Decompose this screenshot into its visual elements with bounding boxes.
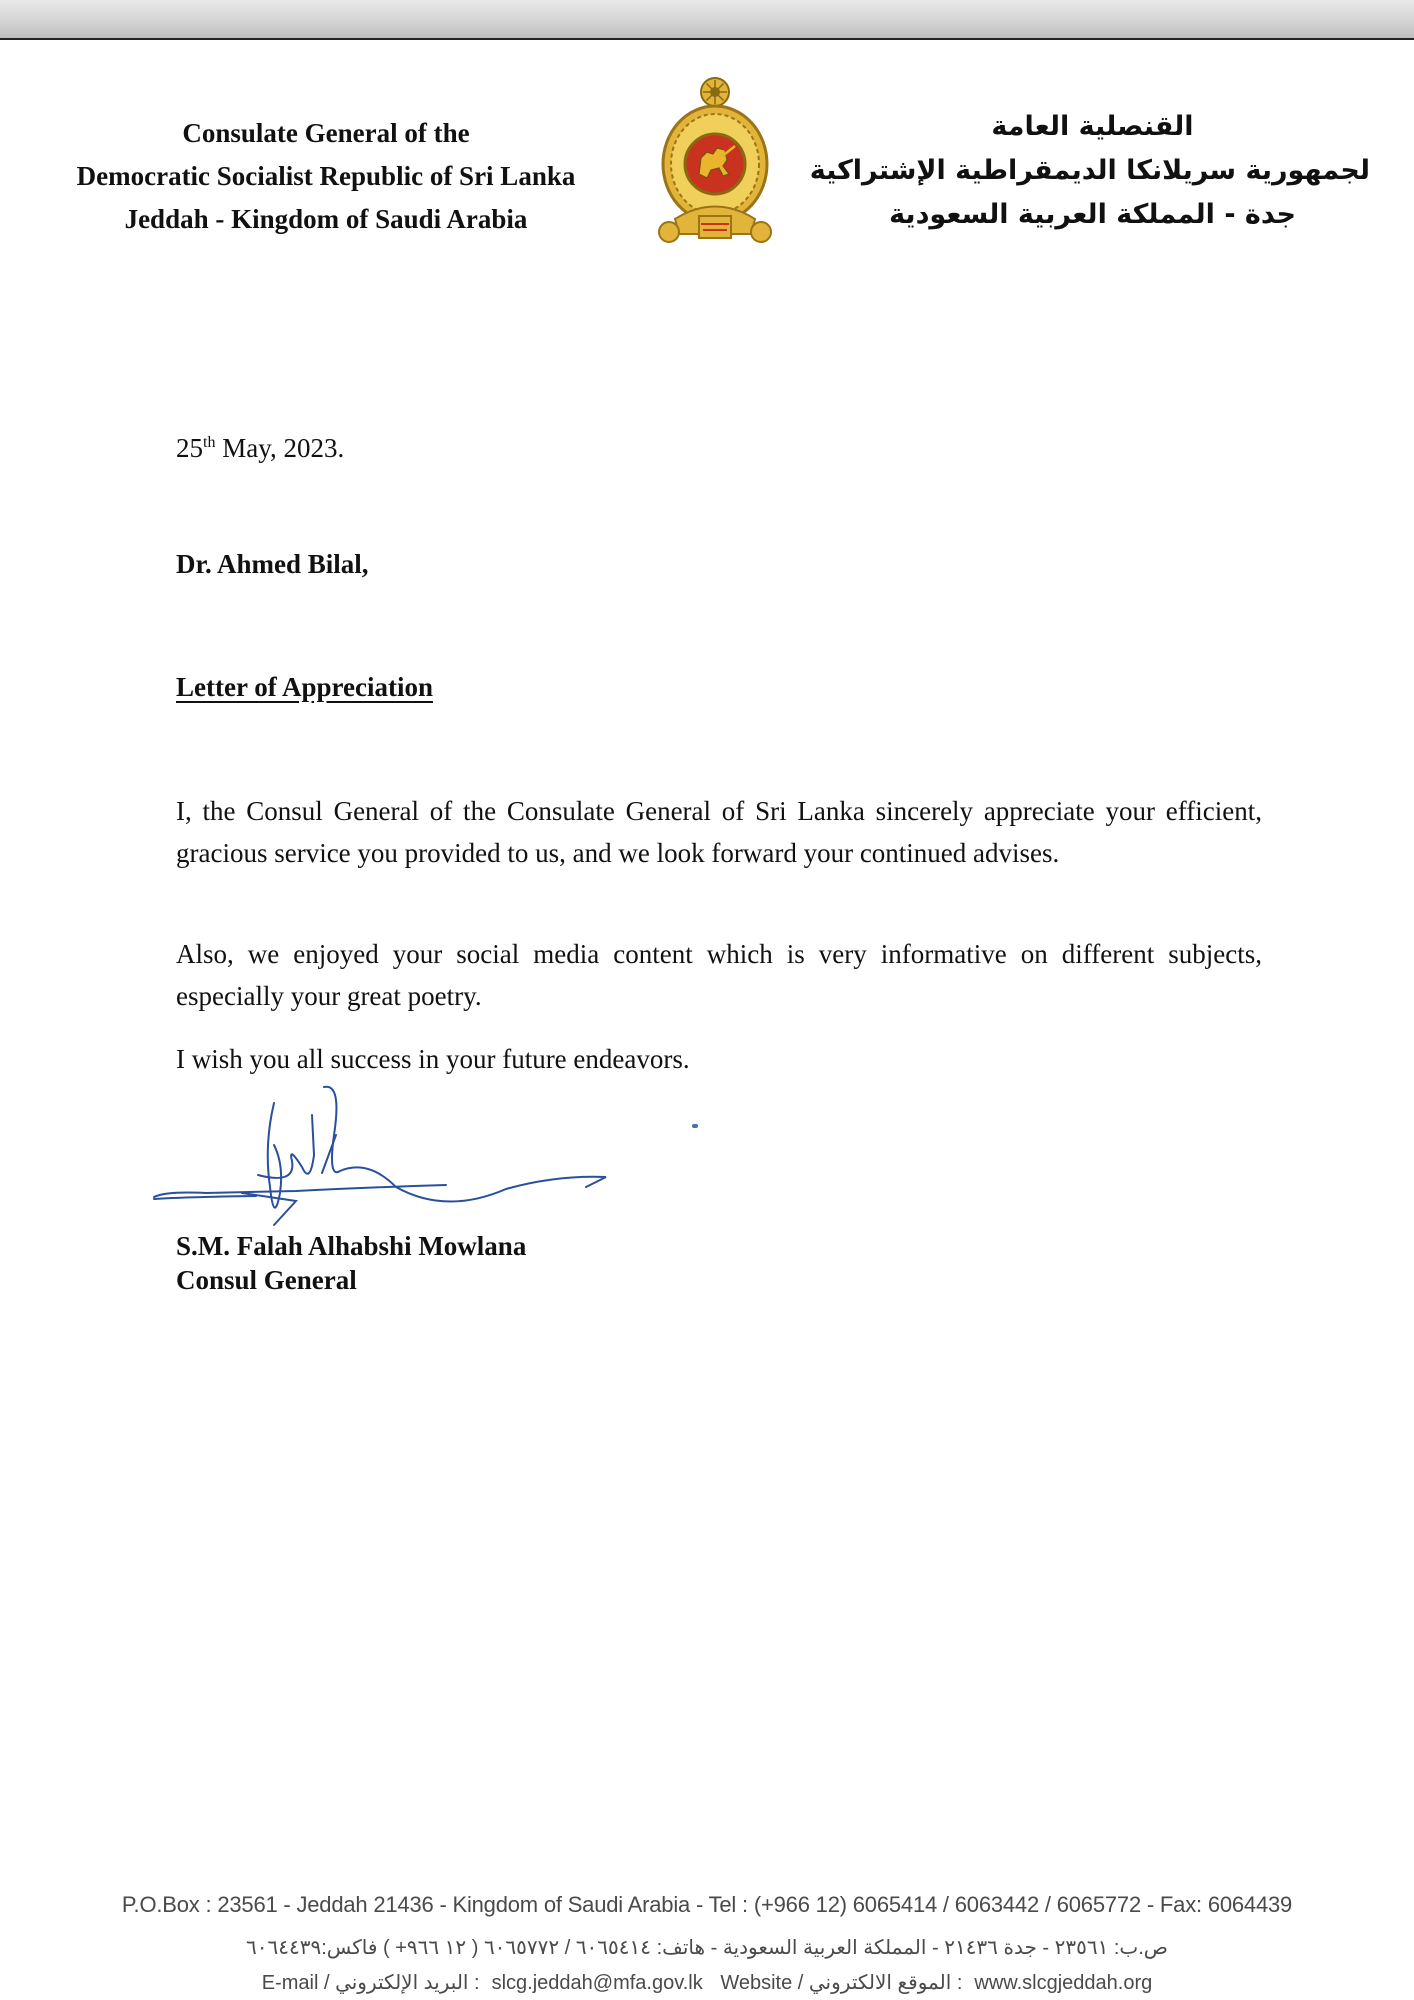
- letterhead-en-line-1: Consulate General of the: [182, 118, 470, 148]
- signer-title: Consul General: [176, 1265, 357, 1295]
- ink-speck: [692, 1124, 698, 1128]
- letterhead-arabic: [809, 105, 1370, 237]
- sri-lanka-emblem-icon: [655, 74, 775, 246]
- letter-date: [176, 422, 1262, 469]
- recipient: Dr. Ahmed Bilal,: [176, 549, 369, 579]
- letterhead-en-line-3: Jeddah - Kingdom of Saudi Arabia: [124, 204, 528, 234]
- footer-address-line-arabic: ص.ب: ٢٣٥٦١ - جدة ٢١٤٣٦ - المملكة العربية السعودية - هاتف: ٦٠٦٥٤١٤ / ٦٠٦٥٧٧٢ ( ١٢ ٩٦٦+ ) فاكس:٦٠٦٤٤٣٩: [245, 1937, 1168, 1959]
- scan-edge: [0, 0, 1414, 40]
- signer-block: [176, 1229, 526, 1297]
- letter-subject: Letter of Appreciation: [176, 672, 433, 702]
- email-label: E-mail / البريد الإلكتروني :: [261, 1972, 480, 1994]
- footer-contact-line: [60, 1970, 1354, 1995]
- date-rest: May, 2023.: [215, 433, 345, 463]
- letterhead-ar-line-3: جدة - المملكة العربية السعودية: [889, 199, 1296, 230]
- website-link[interactable]: www.slcgjeddah.org: [974, 1972, 1153, 1994]
- date-suffix: th: [203, 434, 216, 451]
- date-day: 25: [176, 433, 203, 463]
- footer-address-line: P.O.Box : 23561 - Jeddah 21436 - Kingdom of Saudi Arabia - Tel : (+966 12) 6065414 / 6063442 / 6065772 - Fax: 6064439: [121, 1892, 1293, 1917]
- email-link[interactable]: slcg.jeddah@mfa.gov.lk: [491, 1972, 703, 1994]
- paragraph-appreciation: I, the Consul General of the Consulate General of Sri Lanka sincerely appreciate your efficient, gracious service you provided to us, and we look forward your continued advises.: [176, 796, 1262, 868]
- letterhead-en-line-2: Democratic Socialist Republic of Sri Lanka: [76, 161, 576, 191]
- handwritten-signature: [146, 1075, 626, 1230]
- website-label: Website / الموقع الالكتروني :: [720, 1972, 963, 1994]
- letterhead-english: [36, 112, 616, 241]
- letterhead-ar-line-1: القنصلية العامة: [991, 111, 1194, 142]
- paragraph-wishes: I wish you all success in your future endeavors.: [176, 1044, 690, 1074]
- letterhead-ar-line-2: لجمهورية سريلانكا الديمقراطية الإشتراكية: [809, 155, 1370, 186]
- signer-name: S.M. Falah Alhabshi Mowlana: [176, 1231, 527, 1261]
- paragraph-social-media: Also, we enjoyed your social media content which is very informative on different subjects, especially your great poetry.: [176, 939, 1262, 1011]
